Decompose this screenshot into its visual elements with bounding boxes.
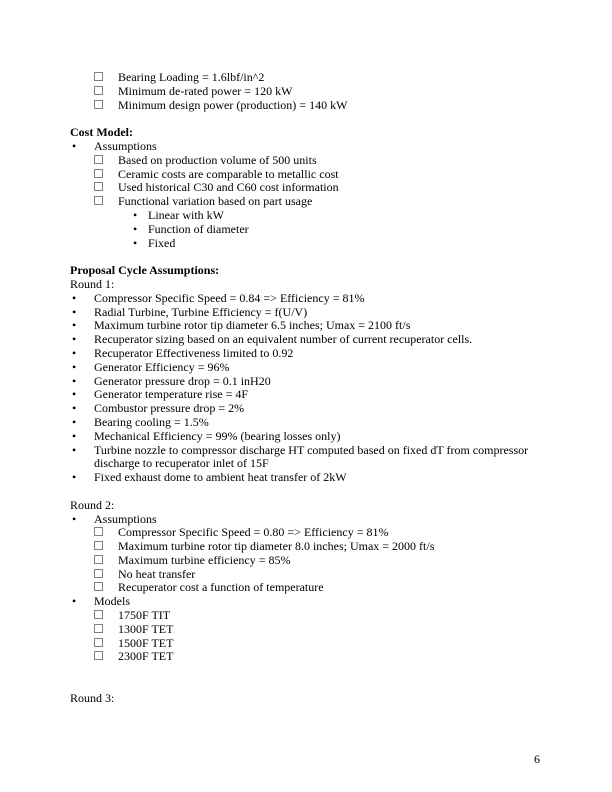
bullet-item-text: Radial Turbine, Turbine Efficiency = f(U/V) xyxy=(94,304,308,319)
sub-bullet-item-text: Fixed xyxy=(148,235,176,250)
bullet-icon xyxy=(72,292,94,306)
checklist-item xyxy=(94,650,544,664)
checklist-item xyxy=(94,581,544,595)
checklist-item xyxy=(94,154,544,168)
bullet-item xyxy=(70,292,544,306)
bullet-icon xyxy=(72,306,94,320)
bullet-item-text: Compressor Specific Speed = 0.84 => Efficiency = 81% xyxy=(94,290,365,305)
bullet-icon xyxy=(72,595,94,609)
bullet-item xyxy=(70,347,544,361)
sub-bullet-item-text: Linear with kW xyxy=(148,207,224,222)
bullet-item-text: Models xyxy=(94,594,130,609)
checkbox-icon xyxy=(94,540,118,554)
checkbox-icon xyxy=(94,609,118,623)
checklist-item-text: Minimum de-rated power = 120 kW xyxy=(118,83,293,98)
bullet-icon xyxy=(72,444,94,472)
checklist-item xyxy=(94,526,544,540)
bullet-item xyxy=(70,416,544,430)
checklist-item xyxy=(94,99,544,113)
checkbox-icon xyxy=(94,568,118,582)
checklist-item xyxy=(94,623,544,637)
bullet-icon xyxy=(72,402,94,416)
bullet-item-text: Recuperator Effectiveness limited to 0.92 xyxy=(94,345,294,360)
checklist-item xyxy=(94,85,544,99)
bullet-icon xyxy=(72,430,94,444)
bullet-item xyxy=(70,444,544,472)
bullet-item-text: Generator Efficiency = 96% xyxy=(94,359,230,374)
checklist-item xyxy=(94,71,544,85)
bullet-item xyxy=(70,430,544,444)
bullet-item-text: Generator temperature rise = 4F xyxy=(94,387,249,402)
checklist-item xyxy=(94,181,544,195)
bullet-icon xyxy=(72,361,94,375)
bullet-item-text: Recuperator sizing based on an equivalent number of current recuperator cells. xyxy=(94,332,473,347)
spacer xyxy=(70,485,544,499)
checkbox-icon xyxy=(94,99,118,113)
bullet-icon xyxy=(72,375,94,389)
checkbox-icon xyxy=(94,623,118,637)
bullet-item xyxy=(70,388,544,402)
spacer xyxy=(70,678,544,692)
checklist-item-text: Maximum turbine efficiency = 85% xyxy=(118,552,291,567)
round-label: Round 2: xyxy=(70,497,115,512)
checkbox-icon xyxy=(94,71,118,85)
bullet-item-text: Mechanical Efficiency = 99% (bearing losses only) xyxy=(94,428,341,443)
checklist-item xyxy=(94,554,544,568)
section-heading-proposal: Proposal Cycle Assumptions: xyxy=(70,263,220,278)
checklist-item-text: 1500F TET xyxy=(118,635,174,650)
checkbox-icon xyxy=(94,181,118,195)
checklist-item-text: Minimum design power (production) = 140 kW xyxy=(118,97,348,112)
bullet-item-text: Fixed exhaust dome to ambient heat transfer of 2kW xyxy=(94,470,347,485)
spacer xyxy=(70,112,544,126)
checkbox-icon xyxy=(94,637,118,651)
checkbox-icon xyxy=(94,85,118,99)
bullet-item-text: Maximum turbine rotor tip diameter 6.5 inches; Umax = 2100 ft/s xyxy=(94,318,411,333)
spacer xyxy=(70,250,544,264)
checklist-item-text: Ceramic costs are comparable to metallic cost xyxy=(118,166,339,181)
checklist-item-text: Based on production volume of 500 units xyxy=(118,152,317,167)
page-number: 6 xyxy=(534,752,540,766)
bullet-item xyxy=(70,471,544,485)
checklist-item xyxy=(94,609,544,623)
checklist-item-text: Recuperator cost a function of temperature xyxy=(118,580,324,595)
bullet-item xyxy=(70,595,544,609)
checklist-item-text: No heat transfer xyxy=(118,566,196,581)
bullet-item-text: Assumptions xyxy=(94,511,157,526)
bullet-icon xyxy=(72,140,94,154)
bullet-icon xyxy=(133,237,148,251)
bullet-item xyxy=(70,361,544,375)
bullet-icon xyxy=(72,347,94,361)
checkbox-icon xyxy=(94,581,118,595)
checkbox-icon xyxy=(94,168,118,182)
bullet-item-text: Combustor pressure drop = 2% xyxy=(94,401,245,416)
bullet-item xyxy=(70,402,544,416)
bullet-item xyxy=(70,375,544,389)
bullet-item-text: Turbine nozzle to compressor discharge HT computed based on fixed dT from compressor discharge to recuperator inlet of 15F xyxy=(94,442,529,471)
checklist-item xyxy=(94,568,544,582)
bullet-icon xyxy=(72,319,94,333)
round-label: Round 3: xyxy=(70,690,115,705)
round-label: Round 1: xyxy=(70,276,115,291)
checklist-item-text: Compressor Specific Speed = 0.80 => Efficiency = 81% xyxy=(118,525,389,540)
checklist-item-text: Functional variation based on part usage xyxy=(118,194,313,209)
sub-bullet-item xyxy=(133,237,544,251)
section-heading-cost-model: Cost Model: xyxy=(70,125,133,140)
checklist-item-text: Bearing Loading = 1.6lbf/in^2 xyxy=(118,70,265,84)
bullet-item xyxy=(70,306,544,320)
checkbox-icon xyxy=(94,154,118,168)
bullet-icon xyxy=(72,471,94,485)
checklist-item xyxy=(94,195,544,209)
checklist-item-text: 1750F TIT xyxy=(118,608,171,623)
bullet-icon xyxy=(72,513,94,527)
bullet-item xyxy=(70,333,544,347)
sub-bullet-item-text: Function of diameter xyxy=(148,221,249,236)
spacer xyxy=(70,664,544,678)
checklist-item-text: Maximum turbine rotor tip diameter 8.0 inches; Umax = 2000 ft/s xyxy=(118,539,435,554)
bullet-item xyxy=(70,513,544,527)
checklist-item xyxy=(94,637,544,651)
checklist-item xyxy=(94,540,544,554)
checklist-item xyxy=(94,168,544,182)
sub-bullet-item xyxy=(133,223,544,237)
checklist-item-text: 2300F TET xyxy=(118,649,174,664)
checkbox-icon xyxy=(94,650,118,664)
bullet-icon xyxy=(72,333,94,347)
bullet-item xyxy=(70,140,544,154)
document-content xyxy=(70,71,544,706)
checkbox-icon xyxy=(94,526,118,540)
checkbox-icon xyxy=(94,195,118,209)
bullet-item xyxy=(70,319,544,333)
bullet-item-text: Assumptions xyxy=(94,138,157,153)
bullet-item-text: Bearing cooling = 1.5% xyxy=(94,414,209,429)
bullet-icon xyxy=(133,209,148,223)
bullet-icon xyxy=(133,223,148,237)
sub-bullet-item xyxy=(133,209,544,223)
checklist-item-text: Used historical C30 and C60 cost information xyxy=(118,180,339,195)
checkbox-icon xyxy=(94,554,118,568)
bullet-icon xyxy=(72,416,94,430)
checklist-item-text: 1300F TET xyxy=(118,621,174,636)
bullet-icon xyxy=(72,388,94,402)
bullet-item-text: Generator pressure drop = 0.1 inH20 xyxy=(94,373,271,388)
